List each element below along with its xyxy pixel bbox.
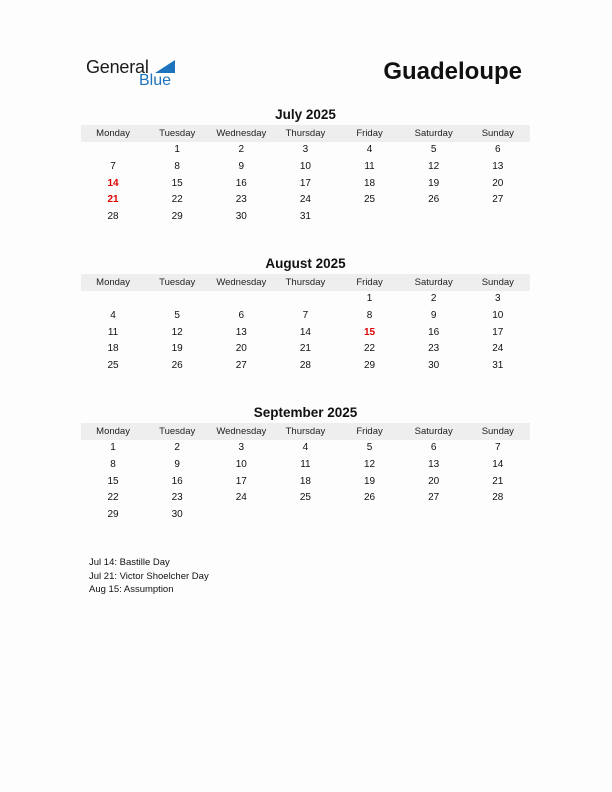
- weekday-header: Friday: [338, 274, 402, 291]
- day-cell: 15: [171, 177, 183, 189]
- weekday-header: Wednesday: [209, 423, 273, 440]
- day-cell: 13: [428, 458, 440, 470]
- country-title: Guadeloupe: [383, 58, 522, 85]
- day-cell: 17: [235, 475, 247, 487]
- day-cell: 17: [492, 326, 504, 338]
- weekday-header: Friday: [338, 423, 402, 440]
- day-cell: 26: [171, 360, 183, 372]
- day-cell: 7: [495, 442, 501, 453]
- weekday-header: Monday: [81, 423, 145, 440]
- day-cell: 18: [299, 475, 311, 487]
- day-cell: 16: [235, 177, 247, 189]
- day-cell: 12: [171, 326, 183, 338]
- day-cell: 5: [174, 309, 180, 321]
- weekday-header: Tuesday: [145, 423, 209, 440]
- holiday-note: Jul 21: Victor Shoelcher Day: [89, 570, 209, 582]
- day-cell: 22: [107, 492, 119, 504]
- empty-day-cell: [209, 291, 273, 308]
- day-cell: 17: [299, 177, 311, 189]
- day-cell: 2: [430, 293, 437, 304]
- weekday-header: Tuesday: [145, 274, 209, 291]
- weekday-header: Wednesday: [209, 125, 273, 142]
- day-cell: 19: [364, 475, 376, 487]
- day-cell: 19: [428, 177, 440, 189]
- day-cell: 28: [299, 360, 311, 372]
- day-cell: 25: [364, 194, 376, 206]
- empty-day-cell: [338, 507, 402, 524]
- calendar-grid: [81, 274, 530, 375]
- empty-day-cell: [466, 209, 530, 226]
- generalblue-logo: [86, 56, 186, 92]
- day-cell: 13: [492, 160, 504, 172]
- day-cell: 11: [107, 326, 119, 338]
- day-cell: 29: [171, 211, 183, 223]
- day-cell: 24: [492, 343, 504, 355]
- day-cell: 29: [364, 360, 376, 372]
- day-cell: 5: [430, 144, 437, 155]
- day-cell: 8: [110, 458, 116, 470]
- day-cell: 8: [174, 160, 180, 172]
- day-cell: 7: [302, 309, 309, 321]
- day-cell: 9: [174, 458, 180, 470]
- weekday-header: Thursday: [273, 125, 337, 142]
- day-cell: 20: [235, 343, 247, 355]
- weekday-header: Saturday: [402, 125, 466, 142]
- month-calendar-july: [81, 107, 530, 226]
- day-cell: 10: [235, 458, 247, 470]
- day-cell: 25: [107, 360, 119, 372]
- day-cell: 13: [235, 326, 247, 338]
- weekday-header: Wednesday: [209, 274, 273, 291]
- day-cell: 26: [428, 194, 440, 206]
- day-cell: 10: [492, 309, 504, 321]
- day-cell: 23: [428, 343, 440, 355]
- month-title: August 2025: [265, 256, 346, 271]
- day-cell: 28: [492, 492, 504, 504]
- day-cell: 22: [364, 343, 376, 355]
- empty-day-cell: [145, 291, 209, 308]
- day-cell: 12: [364, 458, 376, 470]
- day-cell: 7: [110, 160, 116, 172]
- day-cell: 8: [366, 309, 373, 321]
- calendar-grid: [81, 423, 530, 524]
- day-cell: 18: [364, 177, 376, 189]
- weekday-header: Monday: [81, 125, 145, 142]
- day-cell: 4: [366, 144, 373, 155]
- day-cell: 9: [238, 160, 245, 172]
- day-cell: 30: [171, 509, 183, 521]
- empty-day-cell: [273, 507, 337, 524]
- day-cell: 19: [171, 343, 183, 355]
- day-cell: 1: [366, 293, 373, 304]
- day-cell: 6: [430, 442, 437, 453]
- day-cell: 9: [430, 309, 437, 321]
- month-calendar-august: [81, 256, 530, 375]
- day-cell: 14: [299, 326, 311, 338]
- weekday-header: Sunday: [466, 423, 530, 440]
- day-cell: 31: [492, 360, 504, 372]
- day-cell: 31: [299, 211, 311, 223]
- day-cell: 11: [300, 458, 311, 470]
- day-cell: 24: [235, 492, 247, 504]
- weekday-header: Friday: [338, 125, 402, 142]
- day-cell: 24: [299, 194, 311, 206]
- logo-text-blue: Blue: [139, 72, 172, 89]
- day-cell: 14: [492, 458, 504, 470]
- day-cell: 20: [492, 177, 504, 189]
- day-cell: 23: [235, 194, 247, 206]
- month-title: July 2025: [275, 107, 336, 122]
- day-cell: 3: [302, 144, 309, 155]
- day-cell: 2: [238, 144, 245, 155]
- weekday-header: Sunday: [466, 125, 530, 142]
- weekday-header: Thursday: [273, 423, 337, 440]
- day-cell: 1: [174, 144, 180, 155]
- empty-day-cell: [273, 291, 337, 308]
- day-cell: 1: [110, 442, 116, 453]
- day-cell: 21: [492, 475, 504, 487]
- weekday-header: Tuesday: [145, 125, 209, 142]
- weekday-header: Thursday: [273, 274, 337, 291]
- holiday-day-cell: 21: [107, 194, 119, 206]
- day-cell: 27: [235, 360, 247, 372]
- weekday-header: Saturday: [402, 274, 466, 291]
- day-cell: 21: [299, 343, 311, 355]
- month-calendar-september: [81, 405, 530, 524]
- day-cell: 4: [110, 309, 116, 321]
- day-cell: 4: [302, 442, 309, 453]
- holiday-note: Aug 15: Assumption: [89, 584, 174, 595]
- day-cell: 27: [428, 492, 440, 504]
- day-cell: 5: [366, 442, 373, 453]
- weekday-header: Monday: [81, 274, 145, 291]
- day-cell: 3: [238, 442, 245, 453]
- day-cell: 22: [171, 194, 183, 206]
- calendar-grid: [81, 125, 530, 226]
- holiday-day-cell: 15: [364, 326, 376, 338]
- weekday-header: Sunday: [466, 274, 530, 291]
- day-cell: 29: [107, 509, 119, 521]
- holiday-note: Jul 14: Bastille Day: [89, 557, 170, 568]
- day-cell: 18: [107, 343, 119, 355]
- holiday-notes: [89, 556, 209, 597]
- day-cell: 28: [107, 211, 119, 223]
- day-cell: 10: [299, 160, 311, 172]
- day-cell: 15: [107, 475, 119, 487]
- day-cell: 26: [364, 492, 376, 504]
- empty-day-cell: [338, 209, 402, 226]
- empty-day-cell: [81, 291, 145, 308]
- day-cell: 2: [174, 442, 180, 453]
- empty-day-cell: [209, 507, 273, 524]
- empty-day-cell: [402, 209, 466, 226]
- holiday-day-cell: 14: [107, 177, 119, 189]
- empty-day-cell: [466, 507, 530, 524]
- day-cell: 6: [495, 144, 501, 155]
- month-title: September 2025: [253, 405, 358, 420]
- day-cell: 30: [428, 360, 440, 372]
- day-cell: 16: [428, 326, 440, 338]
- day-cell: 3: [495, 293, 501, 304]
- day-cell: 30: [235, 211, 247, 223]
- day-cell: 25: [299, 492, 311, 504]
- logo-text-general: General: [86, 57, 149, 77]
- weekday-header: Saturday: [402, 423, 466, 440]
- day-cell: 11: [364, 160, 375, 172]
- day-cell: 27: [492, 194, 504, 206]
- empty-day-cell: [402, 507, 466, 524]
- empty-day-cell: [81, 142, 145, 159]
- day-cell: 16: [171, 475, 183, 487]
- day-cell: 23: [171, 492, 183, 504]
- day-cell: 6: [238, 309, 245, 321]
- day-cell: 20: [428, 475, 440, 487]
- day-cell: 12: [428, 160, 440, 172]
